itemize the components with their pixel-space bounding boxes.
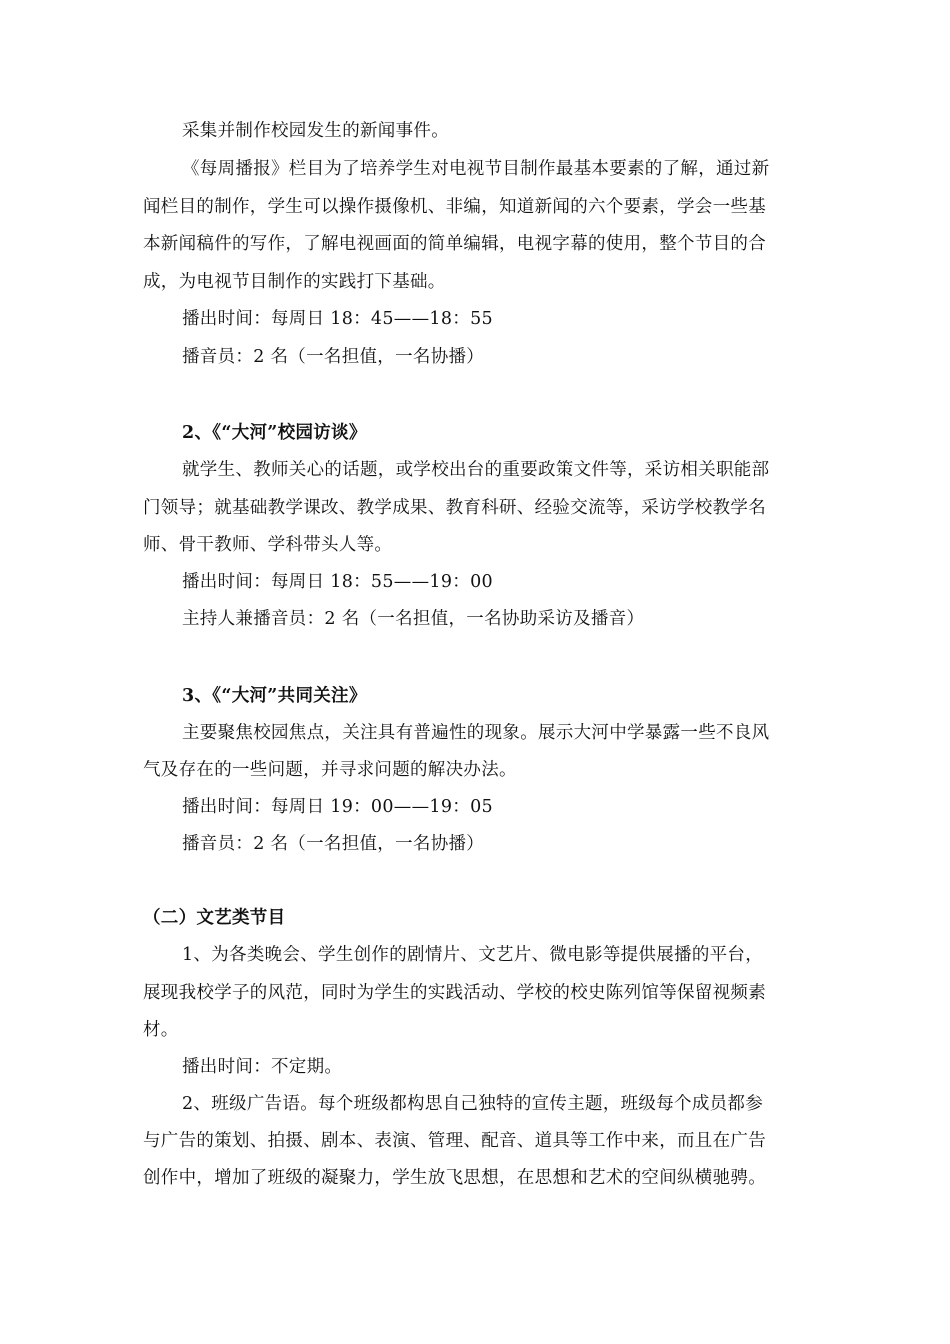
paragraph-line: 就学生、教师关心的话题，或学校出台的重要政策文件等，采访相关职能部 [182, 460, 770, 480]
broadcast-time-line: 播出时间：每周日 19：00——19：05 [182, 797, 493, 817]
program-heading: 3、《“大河”共同关注》 [182, 686, 367, 706]
paragraph-line: 师、骨干教师、学科带头人等。 [143, 535, 393, 555]
paragraph-line: 本新闻稿件的写作，了解电视画面的简单编辑，电视字幕的使用，整个节目的合 [143, 234, 766, 254]
paragraph-line: 创作中，增加了班级的凝聚力，学生放飞思想，在思想和艺术的空间纵横驰骋。 [143, 1168, 766, 1188]
paragraph-line: 气及存在的一些问题，并寻求问题的解决办法。 [143, 760, 517, 780]
paragraph-line: 门领导；就基础教学课改、教学成果、教育科研、经验交流等，采访学校教学名 [143, 498, 766, 518]
paragraph-line: 2、班级广告语。每个班级都构思自己独特的宣传主题，班级每个成员都参 [182, 1094, 764, 1114]
paragraph-line: 成，为电视节目制作的实践打下基础。 [143, 272, 446, 292]
announcer-line: 播音员：2 名（一名担值，一名协播） [182, 834, 485, 854]
paragraph-line: 主要聚焦校园焦点，关注具有普遍性的现象。展示大河中学暴露一些不良风 [182, 723, 770, 743]
broadcast-time-line: 播出时间：不定期。 [182, 1057, 343, 1077]
paragraph-line: 闻栏目的制作，学生可以操作摄像机、非编，知道新闻的六个要素，学会一些基 [143, 197, 766, 217]
paragraph-line: 采集并制作校园发生的新闻事件。 [182, 121, 449, 141]
program-heading: 2、《“大河”校园访谈》 [182, 423, 367, 443]
paragraph-line: 与广告的策划、拍摄、剧本、表演、管理、配音、道具等工作中来，而且在广告 [143, 1131, 766, 1151]
broadcast-time-line: 播出时间：每周日 18：45——18：55 [182, 309, 493, 329]
announcer-line: 播音员：2 名（一名担值，一名协播） [182, 347, 485, 367]
paragraph-line: 材。 [143, 1020, 179, 1040]
paragraph-line: 《每周播报》栏目为了培养学生对电视节目制作最基本要素的了解，通过新 [182, 159, 770, 179]
host-announcer-line: 主持人兼播音员：2 名（一名担值，一名协助采访及播音） [182, 609, 645, 629]
section-heading: （二）文艺类节目 [143, 908, 286, 928]
paragraph-line: 展现我校学子的风范，同时为学生的实践活动、学校的校史陈列馆等保留视频素 [143, 983, 766, 1003]
paragraph-line: 1、为各类晚会、学生创作的剧情片、文艺片、微电影等提供展播的平台， [182, 945, 764, 965]
broadcast-time-line: 播出时间：每周日 18：55——19：00 [182, 572, 493, 592]
